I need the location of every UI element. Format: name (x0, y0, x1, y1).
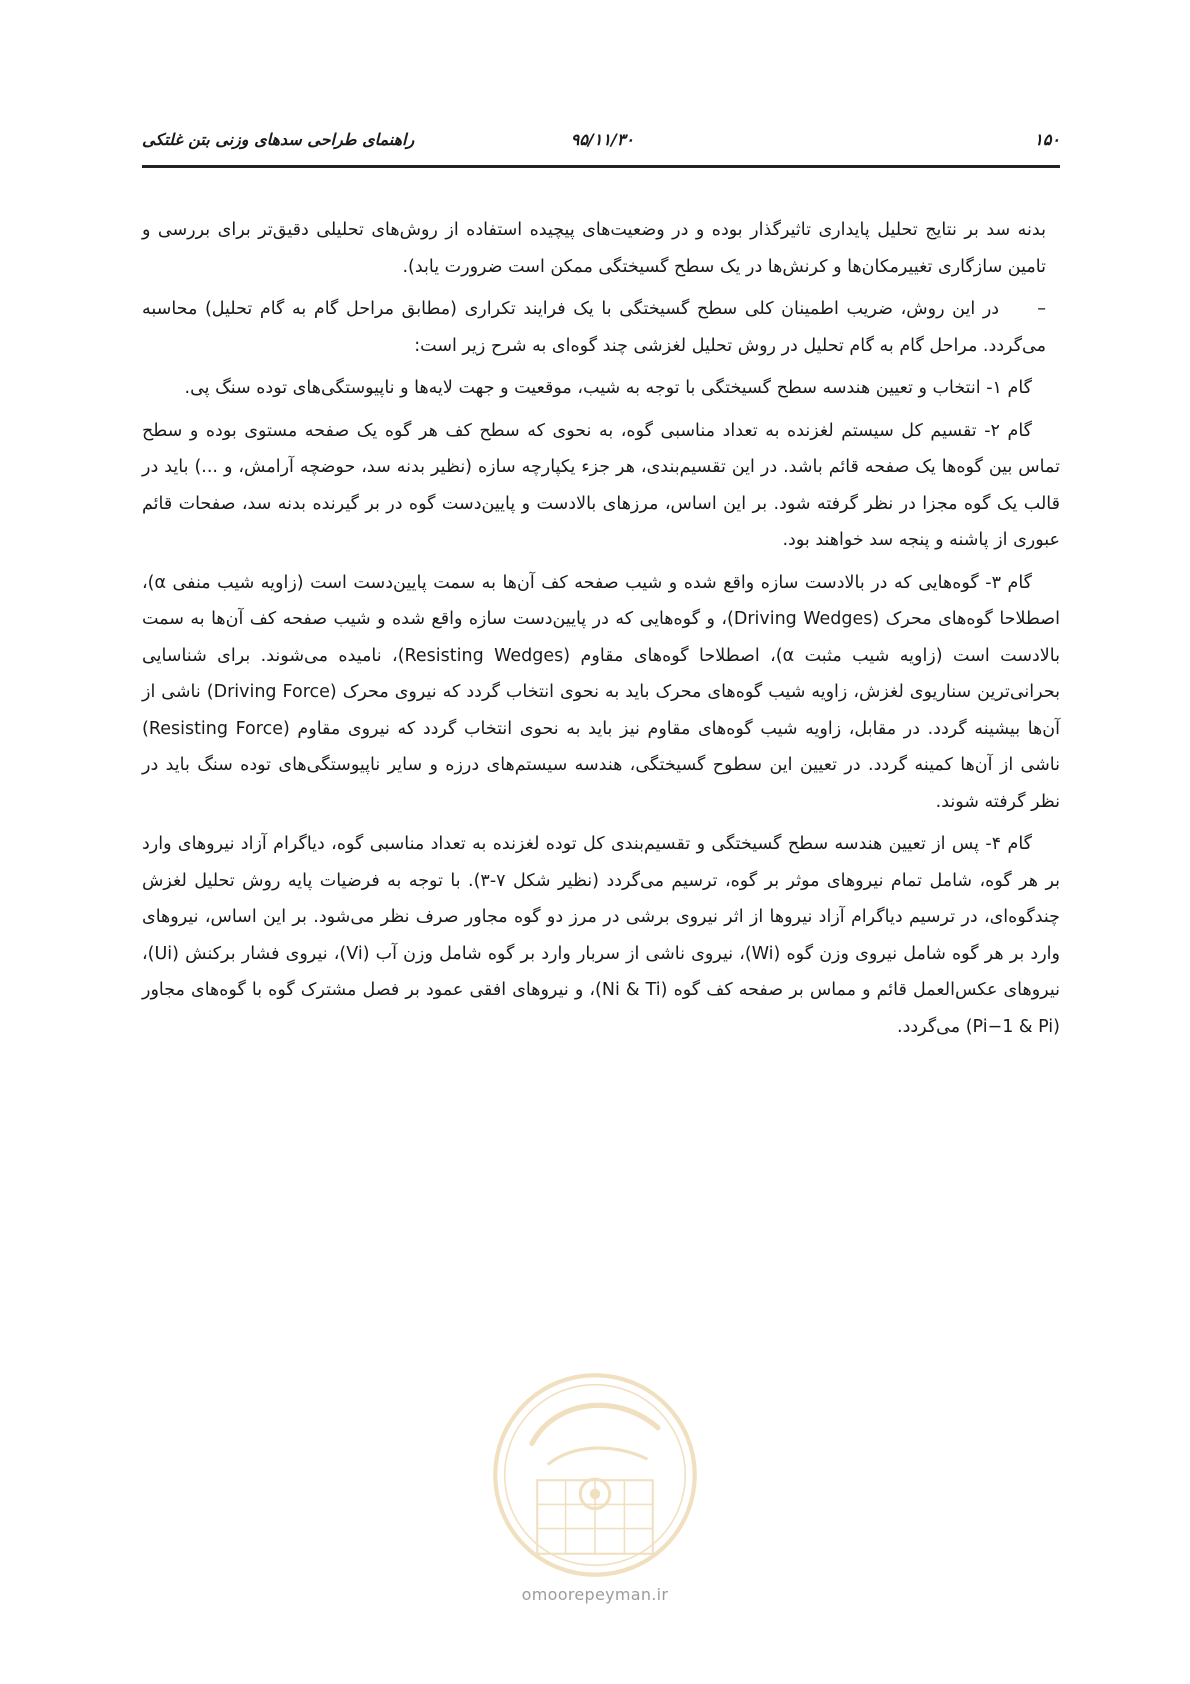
running-header (142, 130, 1060, 160)
header-date: ۹۵/۱۱/۳۰ (570, 130, 634, 149)
bullet-dash: – (1037, 299, 1046, 319)
watermark-script-stroke-2 (548, 1448, 648, 1464)
header-rule (142, 165, 1060, 168)
watermark-url: omoorepeyman.ir (521, 1585, 669, 1604)
paragraph-step-4: گام ۴- پس از تعیین هندسه سطح گسیختگی و تقسیم‌بندی کل توده لغزنده به تعداد مناسبی گوه، دیاگرام آزاد نیروهای وارد بر هر گوه، شامل تمام نیروهای موثر بر گوه، ترسیم می‌گردد (نظیر شکل ۷-۳). با توجه به فرضیات پایه روش تحلیل لغزش چندگوه‌ای، در ترسیم دیاگرام آزاد نیروها از اثر نیروی برشی در مرز دو گوه مجاور صرف نظر می‌شود. بر این اساس، نیروهای وارد بر هر گوه شامل نیروی وزن گوه (Wi)، نیروی ناشی از سربار وارد بر گوه شامل وزن آب (Vi)، نیروی فشار برکنش (Ui)، نیروهای عکس‌العمل قائم و مماس بر صفحه کف گوه (Ni & Ti)، و نیروهای افقی عمود بر فصل مشترک گوه با گوه‌های مجاور (Pi−1 & Pi) می‌گردد. (142, 834, 1060, 1037)
body-text (142, 212, 1060, 1045)
watermark-script-stroke (532, 1405, 658, 1443)
header-title: راهنمای طراحی سدهای وزنی بتن غلتکی (142, 130, 415, 149)
page-number: ۱۵۰ (1034, 130, 1060, 149)
bullet-text: در این روش، ضریب اطمینان کلی سطح گسیختگی با یک فرایند تکراری (مطابق مراحل گام به گام تحلیل) محاسبه می‌گردد. مراحل گام به گام تحلیل در روش تحلیل لغزشی چند گوه‌ای به شرح زیر است: (142, 299, 1046, 356)
bullet-paragraph (142, 291, 1060, 364)
paragraph-step-2: گام ۲- تقسیم کل سیستم لغزنده به تعداد مناسبی گوه، به نحوی که سطح کف هر گوه یک صفحه مستوی بوده و سطح تماس بین گوه‌ها یک صفحه قائم باشد. در این تقسیم‌بندی، هر جزء یکپارچه سازه (نظیر بدنه سد، حوضچه آرامش، و ...) باید در قالب یک گوه مجزا در نظر گرفته شود. بر این اساس، مرزهای بالادست و پایین‌دست گوه در بر گیرنده بدنه سد، صفحات قائم عبوری از پاشنه و پنجه سد خواهند بود. (142, 420, 1060, 550)
paragraph-step-3: گام ۳- گوه‌هایی که در بالادست سازه واقع شده و شیب صفحه کف آن‌ها به سمت پایین‌دست است (زاویه شیب منفی α)، اصطلاحا گوه‌های محرک (Driving Wedges)، و گوه‌هایی که در پایین‌دست سازه واقع شده و شیب صفحه کف آن‌ها به سمت بالادست است (زاویه شیب مثبت α)، اصطلاحا گوه‌های مقاوم (Resisting Wedges)، نامیده می‌شوند. برای شناسایی بحرانی‌ترین سناریوی لغزش، زاویه شیب گوه‌های محرک باید به نحوی انتخاب گردد که نیروی محرک (Driving Force) ناشی از آن‌ها بیشینه گردد. در مقابل، زاویه شیب گوه‌های مقاوم نیز باید به نحوی انتخاب گردد که نیروی مقاوم (Resisting Force) ناشی از آن‌ها کمینه گردد. در تعیین این سطوح گسیختگی، هندسه سیستم‌های درزه و سایر ناپیوستگی‌های توده سنگ باید در نظر گرفته شوند. (142, 572, 1060, 812)
paragraph-continuation: بدنه سد بر نتایج تحلیل پایداری تاثیرگذار بوده و در وضعیت‌های پیچیده استفاده از روش‌های تحلیلی دقیق‌تر برای بررسی و تامین سازگاری تغییرمکان‌ها و کرنش‌ها در یک سطح گسیختگی ممکن است ضرورت یابد). (142, 220, 1046, 277)
watermark-logo (490, 1370, 700, 1580)
paragraph-step-1: گام ۱- انتخاب و تعیین هندسه سطح گسیختگی با توجه به شیب، موقعیت و جهت لایه‌ها و ناپیوستگی‌های توده سنگ پی. (184, 378, 1032, 398)
